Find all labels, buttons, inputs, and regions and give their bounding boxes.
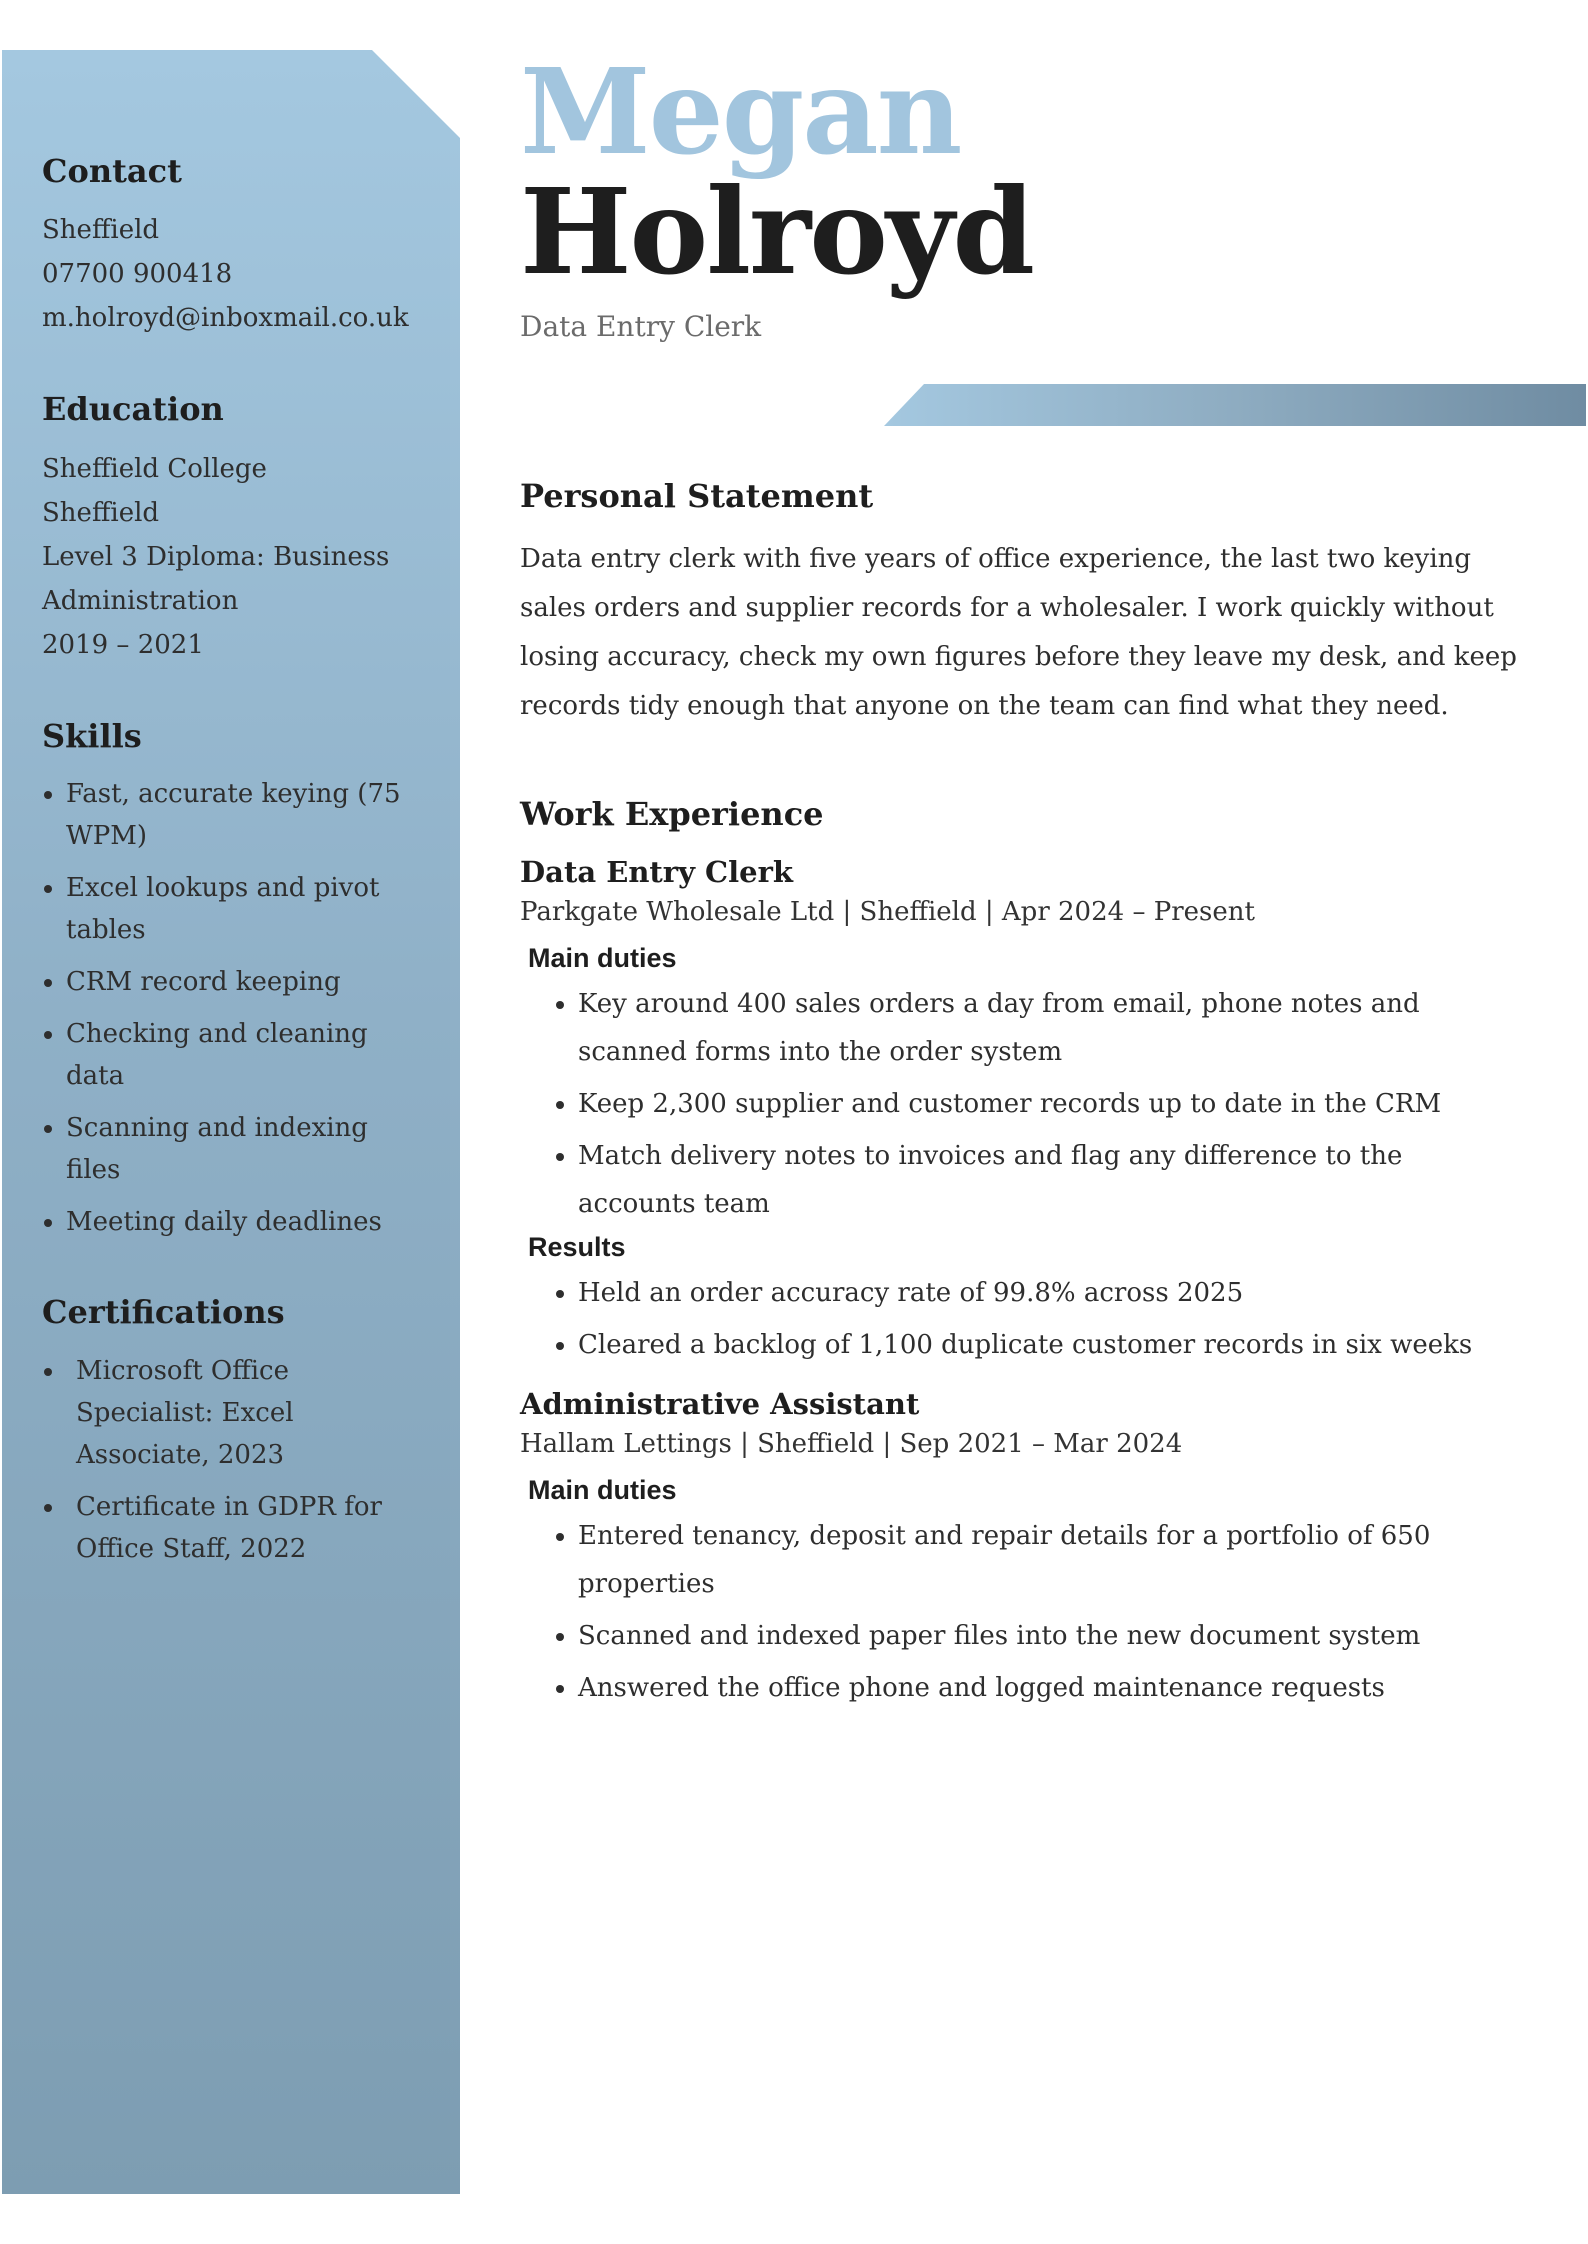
duties-list [520, 980, 1520, 1228]
personal-statement-section [520, 477, 1520, 731]
job-entry-title: Data Entry Clerk [520, 855, 793, 889]
main-content [520, 42, 1520, 1716]
skills-list [42, 773, 422, 1243]
contact-phone: 07700 900418 [42, 259, 233, 290]
duties-heading: Main duties [528, 1475, 677, 1505]
job-entry-meta: Parkgate Wholesale Ltd | Sheffield | Apr 2024 – Present [520, 897, 1255, 927]
duties-heading: Main duties [528, 943, 677, 973]
certifications-list [42, 1350, 422, 1570]
skill-item: • Fast, accurate keying (75 WPM) [66, 773, 422, 857]
result-item: • Held an order accuracy rate of 99.8% across 2025 [578, 1269, 1520, 1317]
job-entry-meta: Hallam Lettings | Sheffield | Sep 2021 – Mar 2024 [520, 1429, 1183, 1459]
skill-item: • Scanning and indexing files [66, 1107, 422, 1191]
results-list [520, 1269, 1520, 1369]
duty-item: • Keep 2,300 supplier and customer records up to date in the CRM [578, 1080, 1520, 1128]
certifications-section [42, 1293, 422, 1569]
first-name: Megan [520, 42, 961, 181]
job-entry-title: Administrative Assistant [520, 1387, 920, 1421]
skills-heading: Skills [42, 716, 142, 755]
education-heading: Education [42, 390, 224, 429]
job-entry [520, 855, 1520, 1369]
personal-statement-heading: Personal Statement [520, 477, 874, 515]
duty-item: • Entered tenancy, deposit and repair details for a portfolio of 650 properties [578, 1512, 1520, 1608]
contact-heading: Contact [42, 152, 182, 190]
job-title: Data Entry Clerk [520, 310, 762, 343]
contact-city: Sheffield [42, 215, 160, 246]
last-name: Holroyd [520, 162, 1033, 301]
result-item: • Cleared a backlog of 1,100 duplicate customer records in six weeks [578, 1321, 1520, 1369]
work-experience-section [520, 795, 1520, 1712]
skills-section [42, 717, 422, 1243]
personal-statement-text: Data entry clerk with five years of office experience, the last two keying sales orders and supplier records for a wholesaler. I work quickly without losing accuracy, check my own figures before they leave my desk, and keep records tidy enough that anyone on the team can find what they need. [520, 544, 1517, 721]
education-section [42, 390, 422, 666]
education-city: Sheffield [42, 497, 160, 528]
skill-item: • Checking and cleaning data [66, 1013, 422, 1097]
contact-section [42, 152, 422, 340]
sidebar-content [42, 152, 422, 1620]
skill-item: • Meeting daily deadlines [66, 1201, 422, 1243]
certification-item: • Certificate in GDPR for Office Staff, 2022 [66, 1486, 422, 1570]
duties-list [520, 1512, 1520, 1712]
duty-item: • Scanned and indexed paper files into the new document system [578, 1612, 1520, 1660]
education-school: Sheffield College [42, 453, 267, 484]
skill-item: • Excel lookups and pivot tables [66, 867, 422, 951]
duty-item: • Key around 400 sales orders a day from email, phone notes and scanned forms into the order system [578, 980, 1520, 1076]
duty-item: • Match delivery notes to invoices and flag any difference to the accounts team [578, 1132, 1520, 1228]
certifications-heading: Certifications [42, 1293, 285, 1332]
work-experience-heading: Work Experience [520, 795, 824, 833]
certification-item: • Microsoft Office Specialist: Excel Associate, 2023 [66, 1350, 422, 1476]
contact-email: m.holroyd@inboxmail.co.uk [42, 303, 409, 334]
sidebar-corner-cut [372, 50, 462, 140]
duty-item: • Answered the office phone and logged maintenance requests [578, 1664, 1520, 1712]
job-entry [520, 1387, 1520, 1712]
skill-item: • CRM record keeping [66, 961, 422, 1003]
education-qualification: Level 3 Diploma: Business Administration [42, 541, 390, 616]
results-heading: Results [528, 1232, 626, 1262]
education-dates: 2019 – 2021 [42, 629, 204, 660]
